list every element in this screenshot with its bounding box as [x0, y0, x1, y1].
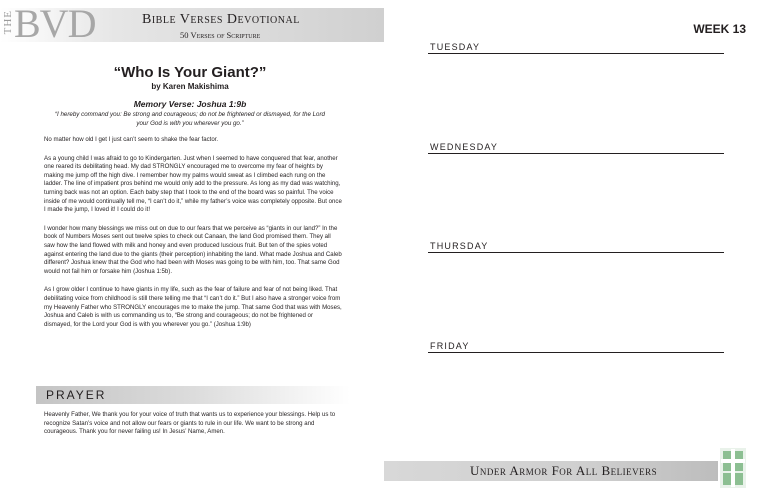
logo-the: THE [2, 10, 14, 35]
week-label: WEEK 13 [693, 22, 746, 36]
devotional-title: “Who Is Your Giant?” [113, 64, 267, 81]
day-thursday: THURSDAY [430, 241, 489, 251]
writing-line-wednesday [428, 153, 724, 154]
book-title: Bible Verses Devotional [142, 12, 300, 27]
book-subtitle: 50 Verses of Scripture [180, 30, 261, 40]
paragraph: I wonder how many blessings we miss out on due to our fears that we perceive as “giants in our land?” In the book of Numbers Moses sent out twelve spies to check out Canaan, the land God promised them. They all saw how the land flowed with milk and honey and even produced luscious fruit. But ten of the spies voted against entering the land due to the giants (their perception) inhabiting the land. What made Joshua and Caleb different? Joshua knew that the God who had been with Moses was going to be with him, too. That same God would not fail him or forsake him (Joshua 1:5b). [44, 224, 342, 275]
day-wednesday: WEDNESDAY [430, 142, 499, 152]
logo: BVD [14, 1, 96, 46]
paragraph: As I grow older I continue to have giants in my life, such as the fear of failure and fear of not being liked. That debilitating voice from childhood is still there telling me that “I can’t do it.” But I also have a stronger voice from my Heavenly Father who STRONGLY encourages me to make the jump. That same God that was with Moses, Joshua and Caleb is with us commanding us to, “Be strong and courageous; do not be frightened or dismayed, for the Lord your God is with you wherever you go.” (Joshua 1:9b) [44, 286, 342, 328]
memory-verse-text: “I hereby command you: Be strong and courageous; do not be frightened or dismayed, for the Lord your God is with you wherever you go.” [54, 111, 325, 127]
prayer-heading: PRAYER [46, 388, 107, 402]
memory-verse-label: Memory Verse: Joshua 1:9b [133, 99, 247, 109]
devotional-body [44, 136, 342, 339]
writing-line-friday [428, 352, 724, 353]
author: by Karen Makishima [151, 82, 229, 91]
writing-line-thursday [428, 252, 724, 253]
footer-title: Under Armor For All Believers [470, 463, 658, 478]
cross-icon [720, 448, 746, 488]
day-friday: FRIDAY [430, 341, 470, 351]
day-tuesday: TUESDAY [430, 42, 481, 52]
paragraph: As a young child I was afraid to go to Kindergarten. Just when I seemed to have conquered that fear, another one reared its debilitating head. My dad STRONGLY encouraged me to overcome my fear of heights by making me jump off the high dive. I remember how my palms would sweat as I climbed each rung on the ladder. The line of impatient pros behind me would only add to the pressure. As long as my dad was watching, turning back was not an option. Each baby step that I took to the end of the board was so painful. The voice inside of me would continually tell me, “I can’t do it,” while my father’s voice was completely opposite. But once I made the jump, I loved it! I could do it! [44, 154, 342, 214]
writing-line-tuesday [428, 53, 724, 54]
paragraph: No matter how old I get I just can’t seem to shake the fear factor. [44, 136, 219, 143]
prayer-text: Heavenly Father, We thank you for your voice of truth that wants us to experience your blessings. Help us to recognize Satan’s voice and not allow our fears or giants to rule in our life. We want to be strong and courageous. Thank you for never failing us! In Jesus’ Name, Amen. [44, 411, 336, 436]
